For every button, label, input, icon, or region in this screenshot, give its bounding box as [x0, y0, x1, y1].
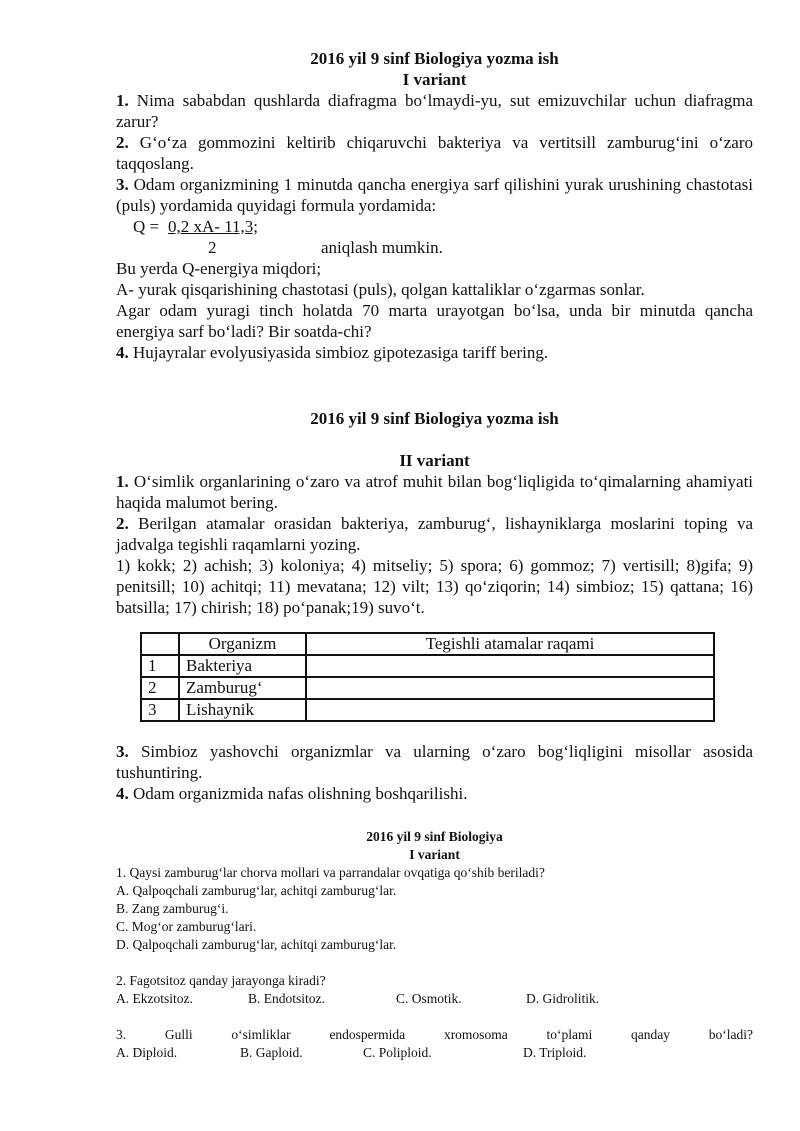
document-page — [116, 48, 753, 1062]
v2-question-3 — [116, 741, 753, 783]
test-title: 2016 yil 9 sinf Biologiya — [366, 829, 503, 844]
question-text: Odam organizmining 1 minutda qancha energiya sarf qilishini yurak urushining chastotasi (puls) yordamida quyidagi formula yordamida: — [116, 175, 753, 215]
formula-numerator: 0,2 xA- 11,3; — [168, 217, 259, 236]
question-text: Hujayralar evolyusiyasida simbioz gipotezasiga tariff bering. — [133, 343, 549, 362]
answer-option: C. Mog‘or zamburug‘lari. — [116, 919, 257, 934]
variant-1-section — [116, 48, 753, 363]
variant-2-title: 2016 yil 9 sinf Biologiya yozma ish — [310, 409, 559, 428]
table-header-cell: Tegishli atamalar raqami — [306, 633, 714, 655]
energy-question: Agar odam yuragi tinch holatda 70 marta urayotgan bo‘lsa, unda bir minutda qancha energiya sarf bo‘ladi? Bir soatda-chi? — [116, 301, 753, 341]
table-cell: 1 — [141, 655, 179, 677]
table-header-row — [141, 633, 714, 655]
answer-option: D. Gidrolitik. — [526, 991, 600, 1006]
question-number: 3. — [116, 742, 129, 761]
energy-definition: Bu yerda Q-energiya miqdori; — [116, 259, 322, 278]
formula-tail: aniqlash mumkin. — [321, 238, 443, 257]
answer-option: B. Gaploid. — [240, 1045, 303, 1060]
question-text: O‘simlik organlarining o‘zaro va atrof muhit bilan bog‘liqligida to‘qimalarning ahamiyati haqida malumot bering. — [116, 472, 754, 512]
test-question-2: 2. Fagotsitoz qanday jarayonga kiradi? — [116, 973, 326, 988]
answer-option: D. Triploid. — [523, 1045, 587, 1060]
variant-1-title: 2016 yil 9 sinf Biologiya yozma ish — [310, 49, 559, 68]
answer-option: A. Ekzotsitoz. — [116, 991, 193, 1006]
table-header-cell: Organizm — [179, 633, 306, 655]
formula-denominator-line — [116, 237, 753, 258]
formula-lhs: Q = — [133, 217, 160, 236]
variant-2-section — [116, 408, 753, 804]
question-number: 1. — [116, 472, 129, 491]
v2-question-2 — [116, 513, 753, 555]
question-text: Simbioz yashovchi organizmlar va ularning o‘zaro bog‘liqligini misollar asosida tushuntiring. — [116, 742, 753, 782]
variant-2-label: II variant — [399, 451, 470, 470]
answer-option: D. Qalpoqchali zamburug‘lar, achitqi zamburug‘lar. — [116, 937, 397, 952]
question-word: bo‘ladi? — [708, 1027, 753, 1042]
test-question-3 — [116, 1026, 753, 1044]
question-number: 2. — [116, 133, 129, 152]
terms-list: 1) kokk; 2) achish; 3) koloniya; 4) mitseliy; 5) spora; 6) gommoz; 7) vertisill; 8)gifa; 9) penitsill; 10) achitqi; 11) mevatana; 12) vilt; 13) qo‘ziqorin; 14) simbioz; 15) qattana; 16) batsilla; 17) chirish; 18) po‘panak;19) suvo‘t. — [116, 556, 753, 617]
formula-denominator: 2 — [208, 238, 217, 257]
answer-cell[interactable] — [306, 677, 714, 699]
pulse-definition: A- yurak qisqarishining chastotasi (puls), qolgan kattaliklar o‘zgarmas sonlar. — [116, 280, 645, 299]
organism-table — [140, 632, 715, 722]
test-section — [116, 828, 753, 1062]
question-word: 3. — [116, 1027, 127, 1042]
v1-question-3 — [116, 174, 753, 216]
question-number: 4. — [116, 343, 129, 362]
formula-line — [116, 216, 753, 237]
answer-option: B. Endotsitoz. — [248, 991, 325, 1006]
question-word: to‘plami — [546, 1027, 593, 1042]
table-cell: Bakteriya — [179, 655, 306, 677]
question-number: 3. — [116, 175, 129, 194]
table-row — [141, 655, 714, 677]
answer-option: A. Qalpoqchali zamburug‘lar, achitqi zamburug‘lar. — [116, 883, 397, 898]
table-row — [141, 677, 714, 699]
question-number: 2. — [116, 514, 129, 533]
v1-question-1 — [116, 90, 753, 132]
question-word: xromosoma — [443, 1027, 508, 1042]
v1-question-4 — [116, 342, 753, 363]
table-cell: Zamburug‘ — [179, 677, 306, 699]
v2-question-4 — [116, 783, 753, 804]
answer-options-row — [116, 990, 753, 1008]
table-header-cell — [141, 633, 179, 655]
answer-option: C. Poliploid. — [363, 1045, 432, 1060]
variant-1-label: I variant — [402, 70, 467, 89]
answer-options-row — [116, 1044, 753, 1062]
table-cell: 3 — [141, 699, 179, 721]
question-text: Berilgan atamalar orasidan bakteriya, zamburug‘, lishayniklarga moslarini toping va jadvalga tegishli raqamlarni yozing. — [116, 514, 753, 554]
question-text: G‘o‘za gommozini keltirib chiqaruvchi bakteriya va vertitsill zamburug‘ini o‘zaro taqqoslang. — [116, 133, 754, 173]
table-row — [141, 699, 714, 721]
answer-cell[interactable] — [306, 655, 714, 677]
test-question-1: 1. Qaysi zamburug‘lar chorva mollari va parrandalar ovqatiga qo‘shib beriladi? — [116, 865, 545, 880]
question-text: Odam organizmida nafas olishning boshqarilishi. — [133, 784, 468, 803]
v1-question-2 — [116, 132, 753, 174]
question-number: 1. — [116, 91, 129, 110]
table-cell: 2 — [141, 677, 179, 699]
question-number: 4. — [116, 784, 129, 803]
question-word: Gulli — [164, 1027, 193, 1042]
v2-question-1 — [116, 471, 753, 513]
question-word: qanday — [630, 1027, 670, 1042]
table-cell: Lishaynik — [179, 699, 306, 721]
question-word: endospermida — [329, 1027, 406, 1042]
test-variant-label: I variant — [409, 847, 460, 862]
question-text: Nima sababdan qushlarda diafragma bo‘lmaydi-yu, sut emizuvchilar uchun diafragma zarur? — [116, 91, 753, 131]
answer-option: A. Diploid. — [116, 1045, 178, 1060]
question-word: o‘simliklar — [231, 1027, 291, 1042]
answer-cell[interactable] — [306, 699, 714, 721]
answer-option: B. Zang zamburug‘i. — [116, 901, 229, 916]
answer-option: C. Osmotik. — [396, 991, 462, 1006]
